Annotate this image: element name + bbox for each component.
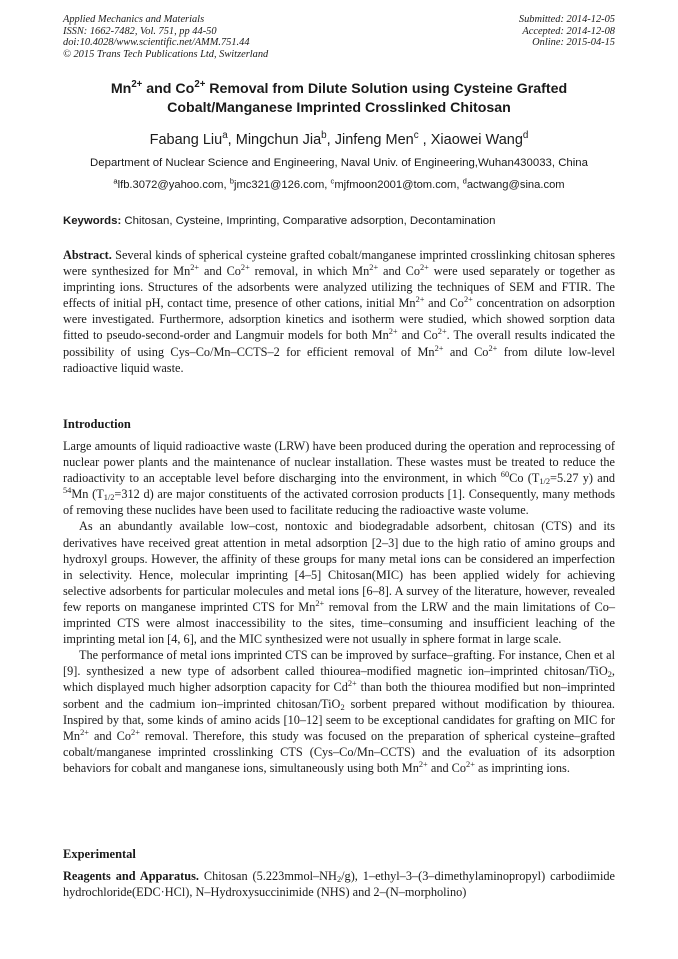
online-date: Online: 2015-04-15 [532,37,615,49]
author-emails [63,178,615,193]
intro-paragraph-2: As an abundantly available low–cost, nontoxic and biodegradable adsorbent, chitosan (CTS) and its derivatives have received great attention in metal adsorption [2–3] due to the high ratio of amino groups and hydroxyl groups. However, the affinity of these groups for many metal ions can be considered an imperfection in selectivity. Hence, molecular imprinting [4–5] Chitosan(MIC) has been applied widely for achieving selective adsorbents for particular molecules and metal ions [6–8]. A survey of the literature, however, revealed few reports on manganese imprinted CTS for $Mn^{2+}$ removal from the LRW and the main limitations of Co–imprinted CTS were almost inaccessibility to the sites, time–consuming and insufficient leaching of the imprinting metal ion [4, 6], and the MIC synthesized were not usually in sphere format in large scale. [63,519,615,647]
introduction-heading: Introduction [63,417,131,431]
journal-copyright: © 2015 Trans Tech Publications Ltd, Switzerland [63,48,269,60]
reagents-paragraph [63,868,615,900]
author: Mingchun Jia$^b$, [235,130,335,148]
journal-doi[interactable]: doi:10.4028/www.scientific.net/AMM.751.44 [63,37,250,49]
email-entry[interactable]: $^d$actwang@sina.com [462,176,565,191]
abstract [63,247,615,376]
email-entry[interactable]: $^c$mjfmoon2001@tom.com, [330,176,463,191]
reagents-text: Chitosan $(5.223mmol-NH_2/g)$, 1–ethyl–3–(3–dimethylaminopropyl) carbodiimide hydrochloride(EDC·HCl), N–Hydroxysuccinimide (NHS) and 2–(N–morpholino) [63,869,615,900]
intro-paragraph-1: Large amounts of liquid radioactive waste (LRW) have been produced during the operation and reprocessing of nuclear power plants and the maintenance of nuclear installation. These wastes must be treated to reduce the radioactivity to an acceptable level before discharging into the environment, in which $^{60}$Co ($T_{1/2}=5.27$ y) and $^{54}$Mn ($T_{1/2}=312$ d) are major constituents of the activated corrosion products [1]. Consequently, many methods of removing these nuclides have been used to facilitate reducing the radioactive waste volume. [63,439,616,518]
email-entry[interactable]: $^b$jmc321@126.com, [229,176,331,191]
accepted-date: Accepted: 2014-12-08 [522,25,615,37]
journal-name: Applied Mechanics and Materials [63,14,205,25]
submitted-date: Submitted: 2014-12-05 [518,14,615,25]
reagents-subheading: Reagents and Apparatus. [63,869,199,883]
intro-paragraph-3: The performance of metal ions imprinted CTS can be improved by surface–grafting. For instance, Chen et al [9]. synthesized a new type of adsorbent called thiourea–modified magnetic ion–imprinted chitosan/TiO$_2$, which displayed much higher adsorption capacity for $Cd^{2+}$ than both the thiourea modified but non–imprinted sorbent and the cadmium ion–imprinted chitosan/TiO$_2$ sorbent prepared without modification by thiourea. Inspired by that, some kinds of amino acids [10–12] seem to be exceptional candidates for grafting on MIC for $Mn^{2+}$ and $Co^{2+}$ removal. Therefore, this study was focused on the preparation of spherical cysteine–grafted cobalt/manganese imprinted crosslinking CTS (Cys–Co/Mn–CCTS) and the evaluation of its adsorption behaviors for cobalt and manganese ions, simultaneously using both $Mn^{2+}$ and $Co^{2+}$ as imprinting ions. [63,648,615,775]
author: Fabang Liu$^a$, [149,130,236,148]
journal-info [63,14,268,60]
abstract-label: Abstract. [63,248,112,262]
author-list [63,131,615,149]
journal-issn: ISSN: 1662-7482, Vol. 751, pp 44-50 [63,25,217,37]
abstract-text: Several kinds of spherical cysteine grafted cobalt/manganese imprinted crosslinking chitosan spheres were synthesized for $Mn^{2+}$ and $Co^{2+}$ removal, in which $Mn^{2+}$ and $Co^{2+}$ were used separately or together as imprinting ions. Structures of the adsorbents were analyzed utilizing the techniques of SEM and FTIR. The effects of initial pH, contact time, presence of other cations, initial $Mn^{2+}$ and $Co^{2+}$ concentration on adsorption were investigated. Furthermore, adsorption kinetics and isotherm were studied, which showed sorption data fitted to pseudo-second-order and Langmuir models for both $Mn^{2+}$ and $Co^{2+}$. The overall results indicated the possibility of using Cys–Co/Mn–CCTS–2 for efficient removal of $Mn^{2+}$ and $Co^{2+}$ from dilute low-level radioactive liquid waste. [63,248,616,375]
author: Jinfeng Men$^c$ , [334,130,431,148]
keywords [63,214,615,229]
paper-title: $Mn^{2+}$ and $Co^{2+}$ Removal from Dilute Solution using Cysteine Grafted Cobalt/Manganese Imprinted Crosslinked Chitosan [110,79,568,116]
email-entry[interactable]: $^a$lfb.3072@yahoo.com, [113,176,230,191]
experimental-heading: Experimental [63,847,136,861]
introduction-body [63,438,615,776]
submission-dates [519,14,615,49]
author: Xiaowei Wang$^d$ [430,130,529,148]
keywords-text: Chitosan, Cysteine, Imprinting, Comparative adsorption, Decontamination [121,215,496,227]
keywords-label: Keywords: [63,215,122,227]
affiliation: Department of Nuclear Science and Engineering, Naval Univ. of Engineering,Wuhan430033, China [90,157,588,169]
